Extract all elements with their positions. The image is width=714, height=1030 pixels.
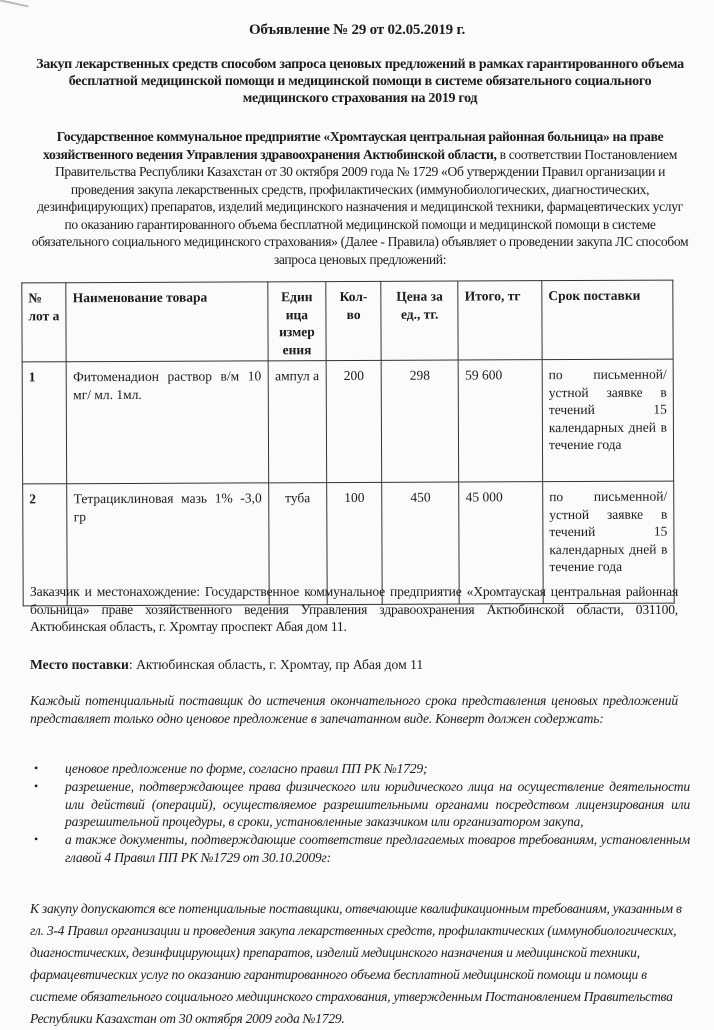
- admission-paragraph: К закупу допускаются все потенциальные поставщики, отвечающие квалификационным требованиям, указанным в гл. 3-4 Правил организации и проведения закупа лекарственных средств, профилактических (иммунобиологических, диагностических, дезинфицирующих) препаратов, изделий медицинского назначения и медицинской техники, фармацевтических услуг по оказанию гарантированного объема бесплатной медицинской помощи и помощи в системе обязательного социального медицинского страхования, утвержденным Постановлением Правительства Республики Казахстан от 30 октября 2009 года №1729.: [30, 901, 682, 1026]
- announcement-title: Объявление № 29 от 02.05.2019 г.: [248, 22, 466, 38]
- cell-total: 45 000: [459, 482, 543, 604]
- header-delivery-term: Срок поставки: [542, 280, 673, 360]
- list-item: [30, 831, 690, 867]
- cell-unit: туба: [268, 483, 327, 605]
- list-item: [30, 760, 690, 778]
- lots-table: [21, 280, 674, 607]
- list-item: [30, 778, 690, 831]
- cell-lot-number: 1: [22, 362, 67, 484]
- header-unit-price: Цена за ед., тг.: [381, 281, 459, 360]
- cell-unit: ампул а: [268, 361, 327, 483]
- procurement-subject: Закуп лекарственных средств способом запроса ценовых предложений в рамках гарантированного объема бесплатной медицинской помощи и медицинской помощи в системе обязательного социального медицинского страхования на 2019 год: [36, 57, 684, 106]
- cell-delivery-term: по письменной/устной заявке в течений 15 календарных дней в течение года: [542, 359, 674, 482]
- cell-quantity: 100: [327, 482, 382, 604]
- list-item-text: разрешение, подтверждающее права физического или юридического лица на осуществление деятельности или действий (операций), осуществляемое разрешительными органами посредством лицензирования или разрешительной процедуры, в сроки, установленные заказчиком или организатором закупа,: [65, 778, 690, 830]
- table-header-row: [22, 280, 673, 362]
- cell-unit-price: 450: [382, 482, 460, 604]
- cell-quantity: 200: [326, 360, 381, 482]
- cell-product-name: Фитоменадион раствор в/м 10 мг/ мл. 1мл.: [67, 361, 269, 484]
- scan-artifact-mark: [0, 0, 28, 13]
- table-row: [22, 359, 674, 484]
- customer-location-paragraph: Заказчик и местонахождение: Государственное коммунальное предприятие «Хромтауская центральная районная больница» праве хозяйственного ведения Управления здравоохранения Актюбинской области, 031100, Актюбинская область, г. Хромтау проспект Абая дом 11.: [30, 584, 678, 634]
- cell-lot-number: 2: [23, 484, 68, 606]
- delivery-place-label: Место поставки: [30, 657, 129, 672]
- cell-unit-price: 298: [381, 360, 459, 482]
- intro-paragraph: [30, 128, 690, 268]
- envelope-requirements-intro: Каждый потенциальный поставщик до истечения окончательного срока представления ценовых предложений представляет только одно ценовое предложение в запечатанном виде. Конверт должен содержать:: [30, 693, 678, 726]
- list-item-text: ценовое предложение по форме, согласно правил ПП РК №1729;: [65, 761, 428, 776]
- envelope-contents-list: [30, 760, 690, 867]
- header-total: Итого, тг: [458, 281, 542, 360]
- bullet-icon: •: [34, 778, 39, 793]
- intro-text: в соответствии Постановлением Правительства Республики Казахстан от 30 октября 2009 года № 1729 «Об утверждении Правил организации и проведения закупа лекарственных средств, профилактических (иммунобиологических, диагностических, дезинфицирующих) препаратов, изделий медицинского назначения и медицинской техники, фармацевтических услуг по оказанию гарантированного объема бесплатной медицинской помощи и медицинской помощи в системе обязательного социального медицинского страхования» (Далее - Правила) объявляет о проведении закупа ЛС способом запроса ценовых предложений:: [31, 146, 689, 267]
- list-item-text: а также документы, подтверждающие соответствие предлагаемых товаров требованиям, установленным главой 4 Правил ПП РК №1729 от 30.10.2009г:: [65, 832, 690, 865]
- header-product-name: Наименование товара: [66, 282, 268, 362]
- cell-product-name: Тетрациклиновая мазь 1% -3,0 гр: [67, 483, 269, 606]
- bullet-icon: •: [34, 832, 39, 847]
- delivery-place-value: : Актюбинская область, г. Хромтау, пр Абая дом 11: [128, 657, 424, 672]
- header-unit: Един ица измер ения: [267, 282, 326, 361]
- cell-delivery-term: по письменной/устной заявке в течений 15 календарных дней в течение года: [543, 481, 675, 604]
- bullet-icon: •: [34, 761, 39, 775]
- delivery-place: [30, 656, 678, 674]
- organization-name: Государственное коммунальное предприятие «Хромтауская центральная районная больница» на праве хозяйственного ведения Управления здравоохранения Актюбинской области,: [43, 129, 664, 162]
- cell-total: 59 600: [459, 360, 543, 482]
- header-lot-number: № лот а: [22, 283, 67, 362]
- header-quantity: Кол-во: [326, 281, 381, 360]
